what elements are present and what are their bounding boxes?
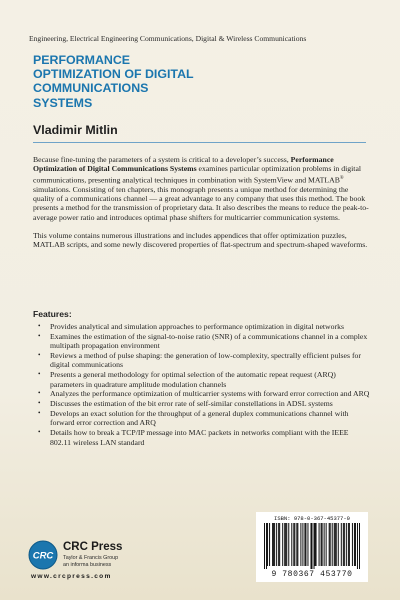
barcode-bar bbox=[336, 523, 337, 566]
barcode-bar bbox=[291, 523, 292, 566]
feature-text: Analyzes the performance optimization of multicarrier systems with forward error correction and ARQ bbox=[50, 389, 370, 399]
feature-item bbox=[36, 332, 370, 351]
feature-text: Discusses the estimation of the bit error rate of self-similar constellations in ADSL systems bbox=[50, 399, 333, 409]
barcode-bar bbox=[343, 523, 344, 566]
barcode-number: 9 780367 453770 bbox=[271, 570, 353, 579]
barcode-bar bbox=[338, 523, 339, 566]
divider-rule bbox=[33, 142, 366, 143]
title-line: OPTIMIZATION OF DIGITAL bbox=[33, 67, 194, 82]
barcode-bar bbox=[346, 523, 347, 566]
barcode-bar bbox=[349, 523, 350, 566]
feature-text: Provides analytical and simulation approaches to performance optimization in digital networks bbox=[50, 322, 344, 331]
author-name: Vladimir Mitlin bbox=[33, 123, 118, 137]
feature-item bbox=[36, 370, 370, 389]
title-line: PERFORMANCE bbox=[33, 53, 131, 67]
barcode-bar bbox=[274, 523, 275, 566]
barcode-bar bbox=[341, 523, 342, 566]
barcode-bar bbox=[315, 523, 316, 566]
feature-item bbox=[36, 322, 370, 331]
feature-item bbox=[36, 428, 370, 447]
barcode-bar bbox=[279, 523, 280, 566]
feature-item bbox=[36, 351, 370, 370]
feature-text: Develops an exact solution for the throughput of a general duplex communications channel with forward error correction and ARQ bbox=[50, 409, 349, 428]
barcode-bar bbox=[282, 523, 283, 566]
barcode-panel bbox=[256, 512, 368, 582]
barcode-bar bbox=[294, 523, 295, 566]
barcode-bar bbox=[348, 523, 349, 566]
title-line: COMMUNICATIONS bbox=[33, 81, 149, 96]
bullet-icon: • bbox=[38, 389, 41, 398]
barcode-bar bbox=[324, 523, 325, 566]
barcode-bar bbox=[300, 523, 301, 566]
barcode-bar bbox=[297, 523, 298, 566]
barcode-bar bbox=[329, 523, 330, 566]
barcode-bar bbox=[272, 523, 273, 566]
barcode-bar bbox=[321, 523, 322, 566]
bullet-icon: • bbox=[38, 322, 41, 330]
barcode-bar bbox=[355, 523, 356, 566]
bullet-icon: • bbox=[38, 351, 41, 360]
publisher-group bbox=[63, 555, 118, 568]
bullet-icon: • bbox=[38, 370, 41, 379]
bullet-icon: • bbox=[38, 428, 41, 437]
features-heading: Features: bbox=[33, 309, 72, 319]
description-paragraph bbox=[33, 155, 369, 222]
crc-logo-icon bbox=[28, 540, 58, 570]
description-text: simulations. Consisting of ten chapters, this monograph presents a unique method for determining the quality of a communications channel — a great advantage to any company that uses this method. The book presents a method for the transmission of proprietary data. It also describes the means to reduce the peak-to-average power ratio and introduces optimal phase shifters for multicarrier communication systems. bbox=[33, 184, 369, 222]
barcode-bar bbox=[319, 523, 320, 566]
feature-item bbox=[36, 389, 370, 398]
bullet-icon: • bbox=[38, 331, 41, 340]
barcode-bar bbox=[304, 523, 305, 566]
logo-text: CRC bbox=[32, 550, 54, 562]
barcode-bar bbox=[276, 523, 277, 566]
bullet-icon: • bbox=[38, 399, 41, 408]
feature-text: Details how to break a TCP/IP message into MAC packets in networks compliant with the IEEE 802.11 wireless LAN standard bbox=[50, 428, 349, 447]
publisher-url: www.crcpress.com bbox=[31, 573, 112, 580]
barcode-bar bbox=[296, 523, 297, 566]
barcode-bar bbox=[307, 523, 308, 566]
barcode-bar bbox=[288, 523, 289, 566]
barcode-bar bbox=[293, 523, 294, 566]
feature-item bbox=[36, 399, 370, 408]
description-text: Because fine-tuning the parameters of a system is critical to a developer’s success, bbox=[33, 155, 291, 164]
barcode-bar bbox=[357, 523, 358, 569]
barcode-bar bbox=[264, 523, 265, 569]
publisher-group-name: Taylor & Francis Group bbox=[63, 555, 119, 561]
barcode-bar bbox=[334, 523, 335, 566]
publisher-tagline: an informa business bbox=[63, 561, 112, 568]
barcode-bar bbox=[285, 523, 286, 566]
barcode-bar bbox=[326, 523, 327, 566]
publisher-name: CRC Press bbox=[63, 541, 123, 553]
description-text: examines particular optimization problems in digital communications, presenting analytical techniques in combination with SystemView and MATLAB bbox=[33, 164, 362, 185]
barcode-bar bbox=[311, 523, 312, 569]
barcode-bar bbox=[354, 523, 355, 566]
barcode-bar bbox=[269, 523, 270, 566]
barcode-bar bbox=[352, 523, 353, 566]
barcode-bar bbox=[286, 523, 287, 566]
barcode-bar bbox=[322, 523, 323, 566]
title-line: SYSTEMS bbox=[33, 95, 93, 110]
barcode-bar bbox=[332, 523, 333, 566]
description bbox=[33, 155, 369, 250]
isbn-label: ISBN: 978-0-367-45377-0 bbox=[274, 515, 350, 522]
barcode-bar bbox=[266, 523, 267, 569]
barcode-bar bbox=[284, 523, 285, 566]
registered-mark: ® bbox=[339, 175, 344, 181]
feature-text: Examines the estimation of the signal-to-noise ratio (SNR) of a communications channel in a complex multipath propagation environment bbox=[50, 331, 368, 351]
barcode-bar bbox=[314, 523, 315, 569]
barcode-graphic bbox=[264, 523, 360, 569]
barcode-bar bbox=[278, 523, 279, 566]
barcode-bar bbox=[359, 523, 360, 569]
description-paragraph: This volume contains numerous illustrations and includes appendices that offer optimization puzzles, MATLAB scripts, and some newly discovered properties of flat-spectrum and spectrum-shaped waveforms. bbox=[33, 230, 368, 250]
barcode-bar bbox=[302, 523, 303, 566]
barcode-bar bbox=[335, 523, 336, 566]
bullet-icon: • bbox=[38, 409, 41, 418]
barcode-bar bbox=[330, 523, 331, 566]
book-title-inline: Performance Optimization of Digital Communications Systems bbox=[33, 155, 334, 174]
feature-item bbox=[36, 409, 370, 428]
feature-text: Presents a general methodology for optimal selection of the automatic repeat request (ARQ) parameters in quadrature amplitude modulation channels bbox=[50, 370, 336, 389]
barcode-bar bbox=[273, 523, 274, 566]
barcode-bar bbox=[305, 523, 306, 566]
feature-text: Reviews a method of pulse shaping: the generation of low-complexity, spectrally efficient pulses for digital communications bbox=[50, 351, 361, 370]
features-list bbox=[36, 322, 370, 447]
barcode-bar bbox=[344, 523, 345, 566]
book-title bbox=[33, 53, 293, 110]
barcode-bar bbox=[267, 523, 268, 566]
barcode-bar bbox=[310, 523, 311, 569]
series-line: Engineering, Electrical Engineering Communications, Digital & Wireless Communications bbox=[29, 34, 307, 43]
barcode-bar bbox=[316, 523, 317, 566]
